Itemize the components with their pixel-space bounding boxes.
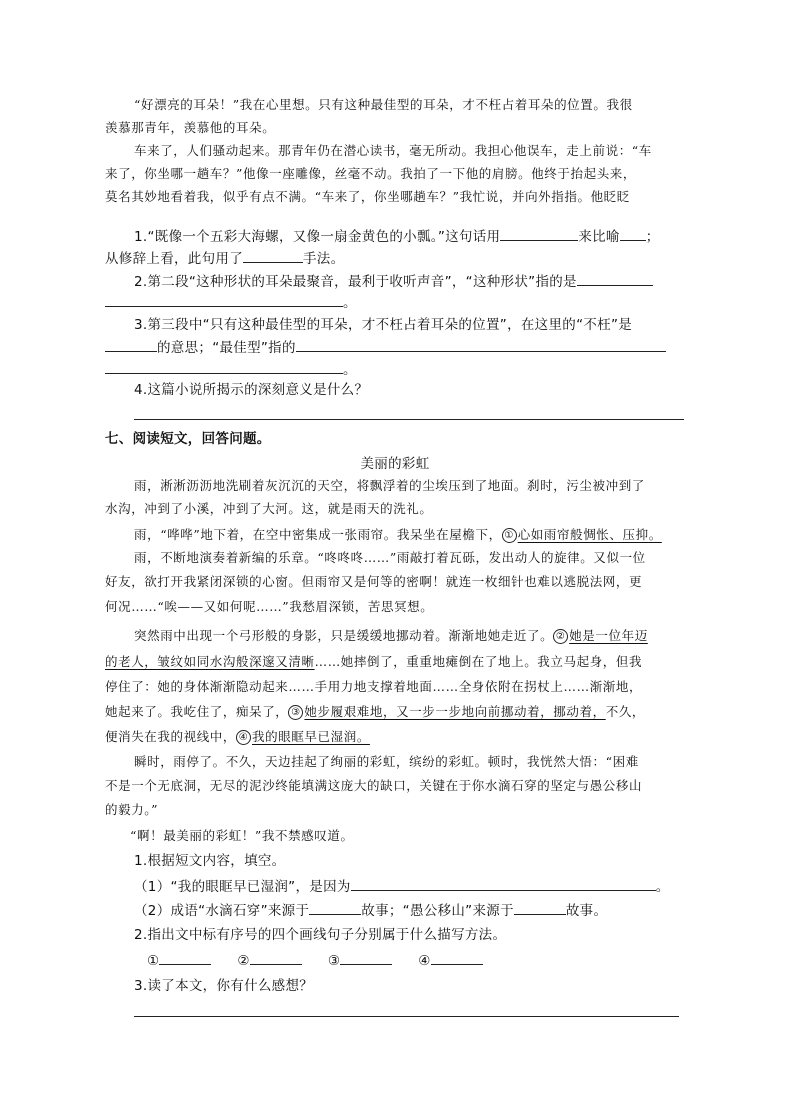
answer-blank[interactable]: [340, 950, 392, 965]
s7-q1: 1.根据短文内容，填空。: [134, 853, 286, 869]
q1-line-2: 从修辞上看，此句用了 手法。: [105, 248, 344, 269]
p2-line-4: 雨，不断地演奏着新编的乐章。“咚咚咚……”雨敲打着瓦砾，发出动人的旋律。又似一位: [134, 550, 646, 565]
answer-blank[interactable]: [514, 900, 566, 915]
q3-line-3: 。: [105, 359, 357, 380]
p2-line-13: 不是一个无底洞，无尽的泥沙终能填满这庞大的缺口，关键在于你水滴石穿的坚定与愚公移山: [105, 778, 643, 793]
answer-blank[interactable]: [500, 226, 578, 241]
answer-blank[interactable]: [105, 359, 343, 374]
p2-line-8: 的老人，皱纹如同水沟般深邃又清晰……她摔倒了，重重地瘫倒在了地上。我立马起身，但我: [105, 654, 643, 669]
p2-line-10: 她起来了。我屹住了，痴呆了， ③ 她步履艰难地，又一步一步地向前挪动着，挪动着，不久，: [105, 704, 646, 719]
p1-line-4: 来了，你坐哪一趟车？”他像一座雕像，丝毫不动。我拍了一下他的肩膀。他终于抬起头来，: [105, 166, 636, 181]
s7-q1-1: （1）“我的眼眶早已湿润”，是因为 。: [134, 876, 670, 897]
answer-blank[interactable]: [105, 337, 157, 352]
p1-line-1: “好漂亮的耳朵！”我在心里想。只有这种最佳型的耳朵，才不枉占着耳朵的位置。我很: [134, 97, 633, 112]
p2-line-5: 好友，欲打开我紧闭深锁的心窗。但雨帘又是何等的密啊！就连一枚细针也难以逃脱法网，更: [105, 574, 643, 589]
p2-line-9: 停住了：她的身体渐渐隐动起来……手用力地支撑着地面……全身依附在拐杖上……渐渐地，: [105, 679, 643, 694]
p2-line-12: 瞬时，雨停了。不久，天边挂起了绚丽的彩虹，缤纷的彩虹。顿时，我恍然大悟：“困难: [134, 754, 639, 769]
q3-line-1: 3.第三段中“只有这种最佳型的耳朵，才不枉占着耳朵的位置”，在这里的“不枉”是: [134, 317, 633, 333]
q1-line-1: 1.“既像一个五彩大海螺，又像一扇金黄色的小瓢。”这句话用 来比喻 ；: [134, 226, 660, 247]
answer-blank[interactable]: [243, 248, 303, 263]
s7-q3: 3.读了本文，你有什么感想？: [134, 978, 314, 994]
s7-q2: 2.指出文中标有序号的四个画线句子分别属于什么描写方法。: [134, 927, 507, 943]
s7-q2-blanks: ① ② ③ ④: [147, 950, 483, 971]
answer-line[interactable]: [134, 419, 684, 420]
answer-blank[interactable]: [296, 337, 666, 352]
answer-blank[interactable]: [620, 226, 646, 241]
p2-line-15: “啊！最美丽的彩虹！”我不禁感叹道。: [130, 828, 354, 843]
section-heading: 七、阅读短文，回答问题。: [105, 431, 271, 447]
s7-q1-2: （2）成语“水滴石穿”来源于 故事；“愚公移山”来源于 故事。: [134, 900, 607, 921]
answer-line[interactable]: [134, 1016, 679, 1017]
q3-line-2: 的意思；“最佳型”指的: [105, 337, 666, 358]
p1-line-2: 羡慕那青年，羡慕他的耳朵。: [105, 120, 276, 135]
answer-blank[interactable]: [309, 900, 361, 915]
answer-blank[interactable]: [159, 950, 211, 965]
passage-title: 美丽的彩虹: [360, 456, 430, 472]
p2-line-1: 雨，淅淅沥沥地洗刷着灰沉沉的天空，将飘浮着的尘埃压到了地面。刹时，污尘被冲到了: [134, 478, 645, 493]
q2-line-2: 。: [105, 292, 357, 313]
p2-line-2: 水沟，冲到了小溪，冲到了大河。这，就是雨天的洗礼。: [105, 501, 433, 516]
p2-line-6: 何况……“唉——又如何呢……”我愁眉深锁，苦思冥想。: [105, 599, 434, 614]
answer-blank[interactable]: [250, 950, 302, 965]
q2-line-1: 2.第二段“这种形状的耳朵最聚音，最利于收听声音”，“这种形状”指的是: [134, 271, 653, 292]
answer-blank[interactable]: [577, 271, 653, 286]
answer-blank[interactable]: [351, 876, 656, 891]
p1-line-5: 莫名其妙地看着我，似乎有点不满。“车来了，你坐哪趟车？”我忙说，并向外指指。他眨眨: [105, 189, 630, 204]
answer-blank[interactable]: [431, 950, 483, 965]
q4-line-1: 4.这篇小说所揭示的深刻意义是什么？: [134, 382, 369, 398]
p2-line-3: 雨，“哗哗”地下着，在空中密集成一张雨帘。我呆坐在屋檐下， ① 心如雨帘般惆怅、压抑。: [134, 527, 662, 542]
p1-line-3: 车来了，人们骚动起来。那青年仍在潜心读书，毫无所动。我担心他误车，走上前说：“车: [134, 143, 652, 158]
p2-line-7: 突然雨中出现一个弓形般的身影，只是缓缓地挪动着。渐渐地她走近了。 ② 她是一位年迈: [134, 628, 648, 643]
p2-line-11: 便消失在我的视线中， ④ 我的眼眶早已湿润。: [105, 729, 370, 744]
answer-blank[interactable]: [105, 292, 343, 307]
p2-line-14: 的毅力。”: [105, 802, 159, 817]
